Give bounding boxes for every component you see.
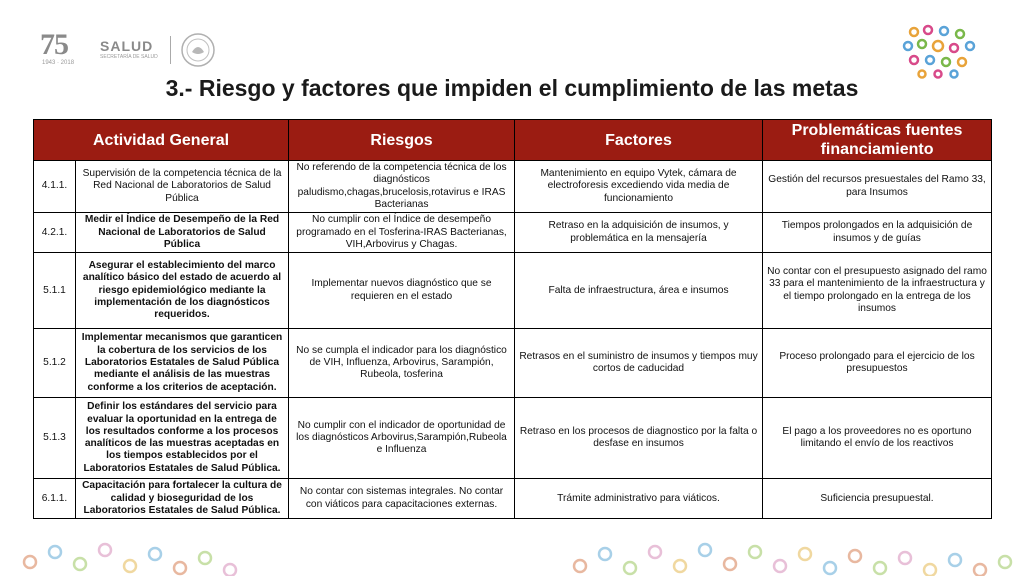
page-title: 3.- Riesgo y factores que impiden el cumplimiento de las metas [165, 75, 859, 101]
decorative-footer-pattern [0, 522, 1024, 576]
row-actividad: Medir el Índice de Desempeño de la Red Nacional de Laboratorios de Salud Pública [76, 213, 289, 253]
row-riesgos: No contar con sistemas integrales. No contar con viáticos para capacitaciones externas. [289, 479, 515, 519]
table-header-row [34, 120, 992, 161]
row-factores: Retraso en los procesos de diagnostico por la falta o desfase en insumos [515, 398, 763, 479]
table-row [34, 253, 992, 329]
salud-logo-text: SALUD [100, 38, 154, 54]
row-riesgos: No cumplir con el indicador de oportunidad de los diagnósticos Arbovirus,Sarampión,Rubeola e Influenza [289, 398, 515, 479]
table-row [34, 479, 992, 519]
slide-header [0, 0, 1024, 120]
row-riesgos: No cumplir con el Índice de desempeño programado en el Tosferina-IRAS Bacterianas, VIH,Arbovirus y Chagas. [289, 213, 515, 253]
table-row [34, 398, 992, 479]
row-number: 4.1.1. [34, 161, 76, 213]
logo-divider [170, 36, 171, 64]
row-factores: Retrasos en el suministro de insumos y tiempos muy cortos de caducidad [515, 329, 763, 398]
header-actividad: Actividad General [34, 120, 289, 161]
row-riesgos: No referendo de la competencia técnica de los diagnósticos paludismo,chagas,brucelosis,rotavirus e IRAS Bacterianas [289, 161, 515, 213]
national-seal-icon [180, 32, 216, 68]
header-factores: Factores [515, 120, 763, 161]
header-problematicas: Problemáticas fuentes financiamiento [763, 120, 992, 161]
decorative-circles-icon [900, 22, 980, 80]
table-row [34, 329, 992, 398]
row-problematicas: Gestión del recursos presuestales del Ramo 33, para Insumos [763, 161, 992, 213]
row-actividad: Definir los estándares del servicio para evaluar la oportunidad en la entrega de los resultados conforme a los procesos analíticos de las muestras aceptadas en los tiempos establecidos por el Laboratorios Estatales de Salud Pública. [76, 398, 289, 479]
row-riesgos: No se cumpla el indicador para los diagnóstico de VIH, Influenza, Arbovirus, Sarampión, Rubeola, tosferina [289, 329, 515, 398]
table-row [34, 213, 992, 253]
risk-factors-table [33, 119, 992, 519]
header-riesgos: Riesgos [289, 120, 515, 161]
row-factores: Mantenimiento en equipo Vytek, cámara de electroforesis excediendo vida media de funcionamiento [515, 161, 763, 213]
row-actividad: Supervisión de la competencia técnica de la Red Nacional de Laboratorios de Salud Pública [76, 161, 289, 213]
row-problematicas: Suficiencia presupuestal. [763, 479, 992, 519]
row-problematicas: No contar con el presupuesto asignado del ramo 33 para el mantenimiento de la infraestructura y el tiempo prolongado en la entrega de los insumos [763, 253, 992, 329]
row-number: 6.1.1. [34, 479, 76, 519]
row-problematicas: Proceso prolongado para el ejercicio de los presupuestos [763, 329, 992, 398]
row-problematicas: El pago a los proveedores no es oportuno limitando el envío de los reactivos [763, 398, 992, 479]
row-factores: Trámite administrativo para viáticos. [515, 479, 763, 519]
row-actividad: Asegurar el establecimiento del marco analítico básico del estado de acuerdo al riesgo epidemiológico mediante la implementación de los diagnósticos requeridos. [76, 253, 289, 329]
row-riesgos: Implementar nuevos diagnóstico que se requieren en el estado [289, 253, 515, 329]
salud-subtitle: SECRETARÍA DE SALUD [100, 54, 158, 60]
row-problematicas: Tiempos prolongados en la adquisición de insumos y de guías [763, 213, 992, 253]
row-number: 5.1.3 [34, 398, 76, 479]
logo-number: 75 [40, 28, 68, 61]
row-factores: Falta de infraestructura, área e insumos [515, 253, 763, 329]
row-number: 5.1.2 [34, 329, 76, 398]
row-number: 4.2.1. [34, 213, 76, 253]
row-number: 5.1.1 [34, 253, 76, 329]
row-factores: Retraso en la adquisición de insumos, y problemática en la mensajería [515, 213, 763, 253]
logo-years: 1943 · 2018 [42, 60, 75, 66]
row-actividad: Implementar mecanismos que garanticen la cobertura de los servicios de los Laboratorios Estatales de Salud Pública mediante el análisis de las muestras conforme a los criterios de aceptación. [76, 329, 289, 398]
row-actividad: Capacitación para fortalecer la cultura de calidad y bioseguridad de los Laboratorios Estatales de Salud Pública. [76, 479, 289, 519]
table-row [34, 161, 992, 213]
anniversary-logo [40, 30, 84, 70]
